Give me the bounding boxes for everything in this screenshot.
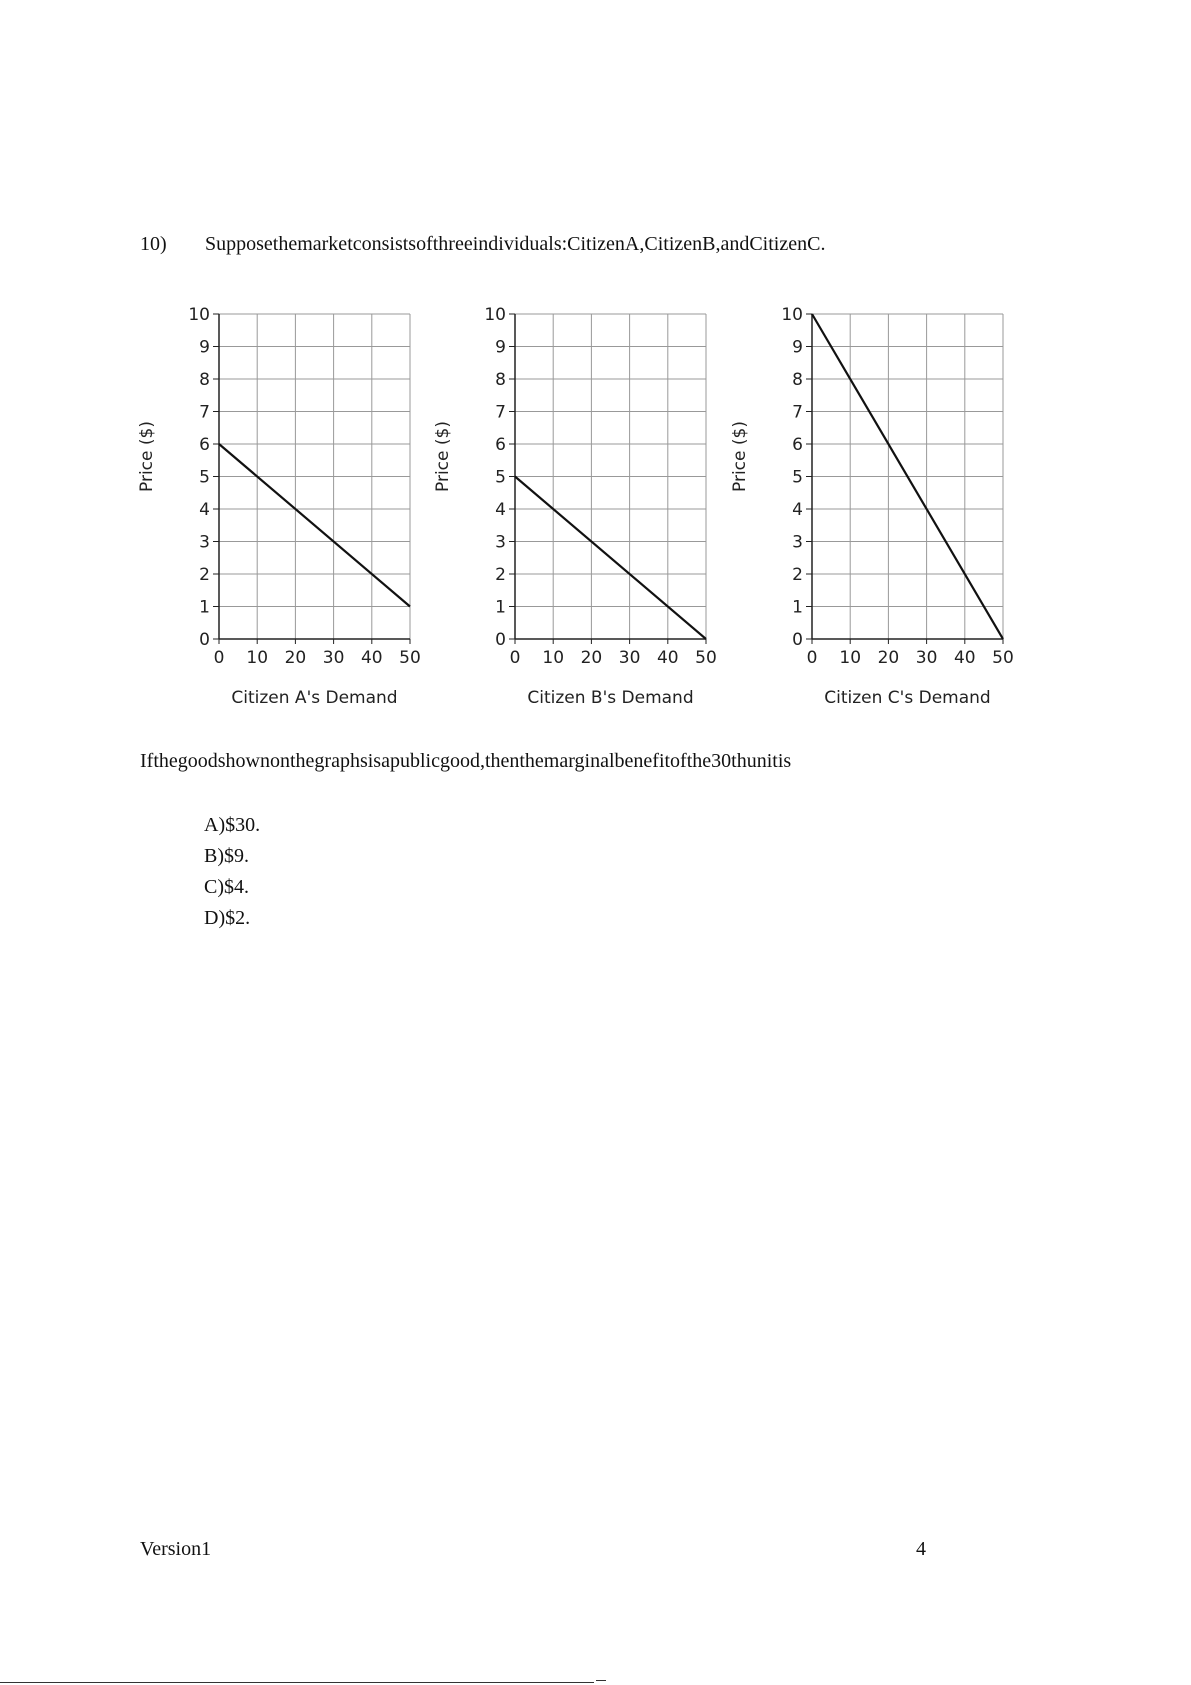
y-axis-title: Price ($) bbox=[137, 421, 157, 492]
y-tick-label: 8 bbox=[199, 370, 210, 390]
y-tick-label: 7 bbox=[792, 402, 803, 423]
y-tick-label: 5 bbox=[495, 467, 506, 488]
footer-page-number: 4 bbox=[916, 1538, 926, 1560]
x-tick-label: 30 bbox=[618, 648, 641, 668]
y-tick-label: 6 bbox=[199, 435, 210, 455]
y-tick-label: 6 bbox=[495, 435, 506, 455]
x-tick-label: 10 bbox=[246, 648, 269, 668]
x-tick-label: 10 bbox=[542, 648, 565, 668]
footer-version: Version1 bbox=[140, 1538, 212, 1560]
x-tick-label: 30 bbox=[915, 648, 938, 668]
y-tick-label: 10 bbox=[781, 305, 803, 325]
x-tick-label: 50 bbox=[992, 648, 1014, 668]
y-tick-label: 1 bbox=[199, 597, 210, 618]
y-tick-label: 1 bbox=[495, 597, 506, 618]
x-tick-label: 10 bbox=[839, 648, 862, 668]
answer-choices bbox=[204, 810, 260, 934]
x-tick-label: 30 bbox=[322, 648, 345, 668]
x-tick-label: 50 bbox=[399, 648, 421, 668]
y-tick-label: 4 bbox=[495, 500, 506, 520]
chart-svg-citizen-a bbox=[137, 295, 440, 715]
x-axis-title: Citizen A's Demand bbox=[231, 688, 398, 708]
x-tick-label: 20 bbox=[877, 648, 900, 668]
y-tick-label: 10 bbox=[484, 305, 506, 325]
y-axis-title: Price ($) bbox=[730, 421, 750, 492]
y-tick-label: 7 bbox=[199, 402, 210, 423]
y-tick-label: 9 bbox=[495, 337, 506, 358]
y-tick-label: 5 bbox=[199, 467, 210, 488]
question-number: 10) bbox=[140, 233, 167, 255]
demand-curve bbox=[219, 444, 410, 607]
chart-svg-citizen-b bbox=[433, 295, 736, 715]
x-axis-title: Citizen B's Demand bbox=[527, 688, 694, 708]
chart-svg-citizen-c bbox=[730, 295, 1033, 715]
y-tick-label: 10 bbox=[188, 305, 210, 325]
question-text: Supposethemarketconsistsofthreeindividuals:CitizenA,CitizenB,andCitizenC. bbox=[205, 233, 826, 255]
choice-c[interactable]: C)$4. bbox=[204, 876, 249, 898]
y-tick-label: 1 bbox=[792, 597, 803, 618]
bottom-tick bbox=[596, 1680, 606, 1681]
x-tick-label: 0 bbox=[509, 648, 521, 668]
y-tick-label: 2 bbox=[199, 565, 210, 585]
x-tick-label: 0 bbox=[213, 648, 225, 668]
x-tick-label: 40 bbox=[360, 648, 383, 668]
demand-charts bbox=[137, 295, 1030, 715]
choice-b[interactable]: B)$9. bbox=[204, 845, 249, 867]
y-tick-label: 8 bbox=[495, 370, 506, 390]
y-tick-label: 9 bbox=[199, 337, 210, 358]
y-tick-label: 7 bbox=[495, 402, 506, 423]
chart-citizen-a bbox=[137, 295, 440, 715]
x-tick-label: 40 bbox=[953, 648, 976, 668]
y-tick-label: 9 bbox=[792, 337, 803, 358]
y-tick-label: 4 bbox=[792, 500, 803, 520]
question-line bbox=[140, 233, 825, 256]
x-tick-label: 20 bbox=[284, 648, 307, 668]
y-tick-label: 3 bbox=[199, 532, 210, 553]
y-tick-label: 3 bbox=[495, 532, 506, 553]
y-tick-label: 2 bbox=[792, 565, 803, 585]
y-tick-label: 4 bbox=[199, 500, 210, 520]
y-tick-label: 0 bbox=[199, 630, 210, 650]
y-axis-title: Price ($) bbox=[433, 421, 453, 492]
y-tick-label: 8 bbox=[792, 370, 803, 390]
choice-a[interactable]: A)$30. bbox=[204, 814, 261, 836]
y-tick-label: 0 bbox=[495, 630, 506, 650]
question-stem: Ifthegoodshownonthegraphsisapublicgood,thenthemarginalbenefitofthe30thunitis bbox=[140, 750, 792, 772]
x-tick-label: 40 bbox=[656, 648, 679, 668]
y-tick-label: 3 bbox=[792, 532, 803, 553]
y-tick-label: 0 bbox=[792, 630, 803, 650]
chart-citizen-c bbox=[730, 295, 1033, 715]
y-tick-label: 6 bbox=[792, 435, 803, 455]
choice-d[interactable]: D)$2. bbox=[204, 907, 251, 929]
x-tick-label: 0 bbox=[806, 648, 818, 668]
y-tick-label: 2 bbox=[495, 565, 506, 585]
bottom-rule bbox=[0, 1682, 594, 1683]
x-axis-title: Citizen C's Demand bbox=[824, 688, 991, 708]
x-tick-label: 50 bbox=[695, 648, 717, 668]
x-tick-label: 20 bbox=[580, 648, 603, 668]
demand-curve bbox=[515, 477, 706, 640]
y-tick-label: 5 bbox=[792, 467, 803, 488]
chart-citizen-b bbox=[433, 295, 736, 715]
